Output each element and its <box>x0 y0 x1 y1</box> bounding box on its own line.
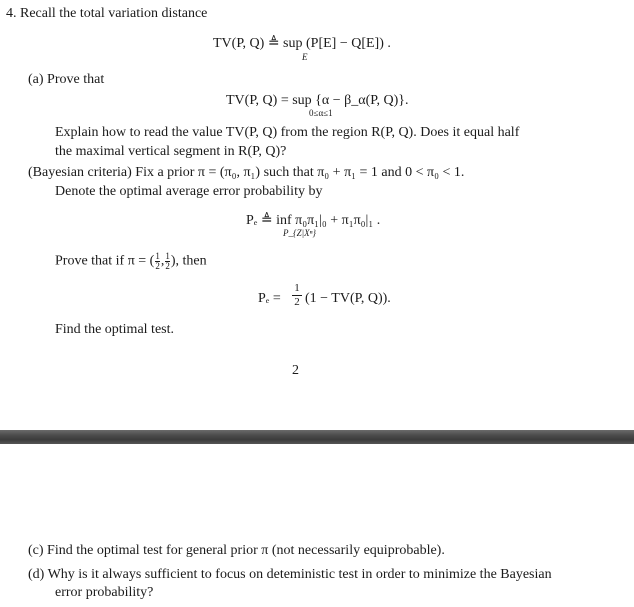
tv-definition: TV(P, Q) ≜ sup (P[E] − Q[E]) . <box>213 36 391 51</box>
part-c-text: Find the optimal test for general prior π (not necessarily equiprobable). <box>47 543 445 558</box>
pe-definition: Pₑ ≜ inf π₀π₁|₀ + π₁π₀|₁ . <box>246 213 381 228</box>
part-a-equation: TV(P, Q) = sup {α − β_α(P, Q)}. <box>226 93 409 108</box>
page-bottom <box>0 444 634 607</box>
pe-equation-fraction: 1 2 <box>292 283 302 308</box>
prior-fraction-1: $\frac{1}{2}$ <box>155 251 160 271</box>
pe-equation-lhs: Pₑ = <box>258 291 281 306</box>
part-b-prove-if: Prove that if $\pi = (\frac{1}{2},\frac{1}{2})$, then <box>55 251 207 271</box>
prove-if-suffix: ), then <box>170 253 207 269</box>
pe-equation-rhs: (1 − TV(P, Q)). <box>305 291 391 306</box>
part-a-heading <box>28 71 104 89</box>
part-b-line1: (Bayesian criteria) Fix a prior π = (π₀, π₁) such that π₀ + π₁ = 1 and 0 < π₀ < 1. <box>28 165 465 180</box>
part-d-line1: Why is it always sufficient to focus on deteministic test in order to minimize the Bayesian <box>47 567 552 582</box>
page-number: 2 <box>292 363 299 378</box>
tv-definition-sub: E <box>302 52 308 62</box>
part-d-label: (d) <box>28 567 45 582</box>
pe-definition-sub: P_{Z|Xⁿ} <box>283 228 317 238</box>
part-c <box>28 542 445 560</box>
part-a-explain-line1: Explain how to read the value TV(P, Q) from the region R(P, Q). Does it equal half <box>55 125 520 140</box>
problem-intro: Recall the total variation distance <box>20 6 208 21</box>
part-a-explain-line2: the maximal vertical segment in R(P, Q)? <box>55 144 287 159</box>
part-c-label: (c) <box>28 543 44 558</box>
part-a-text: Prove that <box>47 72 105 87</box>
part-d <box>28 566 552 584</box>
part-b-find: Find the optimal test. <box>55 322 174 337</box>
problem-heading <box>6 5 207 23</box>
prove-if-prefix: Prove that if π = ( <box>55 253 155 269</box>
part-b-line2: Denote the optimal average error probability by <box>55 184 323 199</box>
page-break-separator <box>0 430 634 444</box>
part-a-equation-sub: 0≤α≤1 <box>309 108 333 118</box>
part-d-line2: error probability? <box>55 585 154 600</box>
problem-number: 4. <box>6 6 17 21</box>
part-a-label: (a) <box>28 72 44 87</box>
prior-fraction-2: $\frac{1}{2}$ <box>165 251 170 271</box>
